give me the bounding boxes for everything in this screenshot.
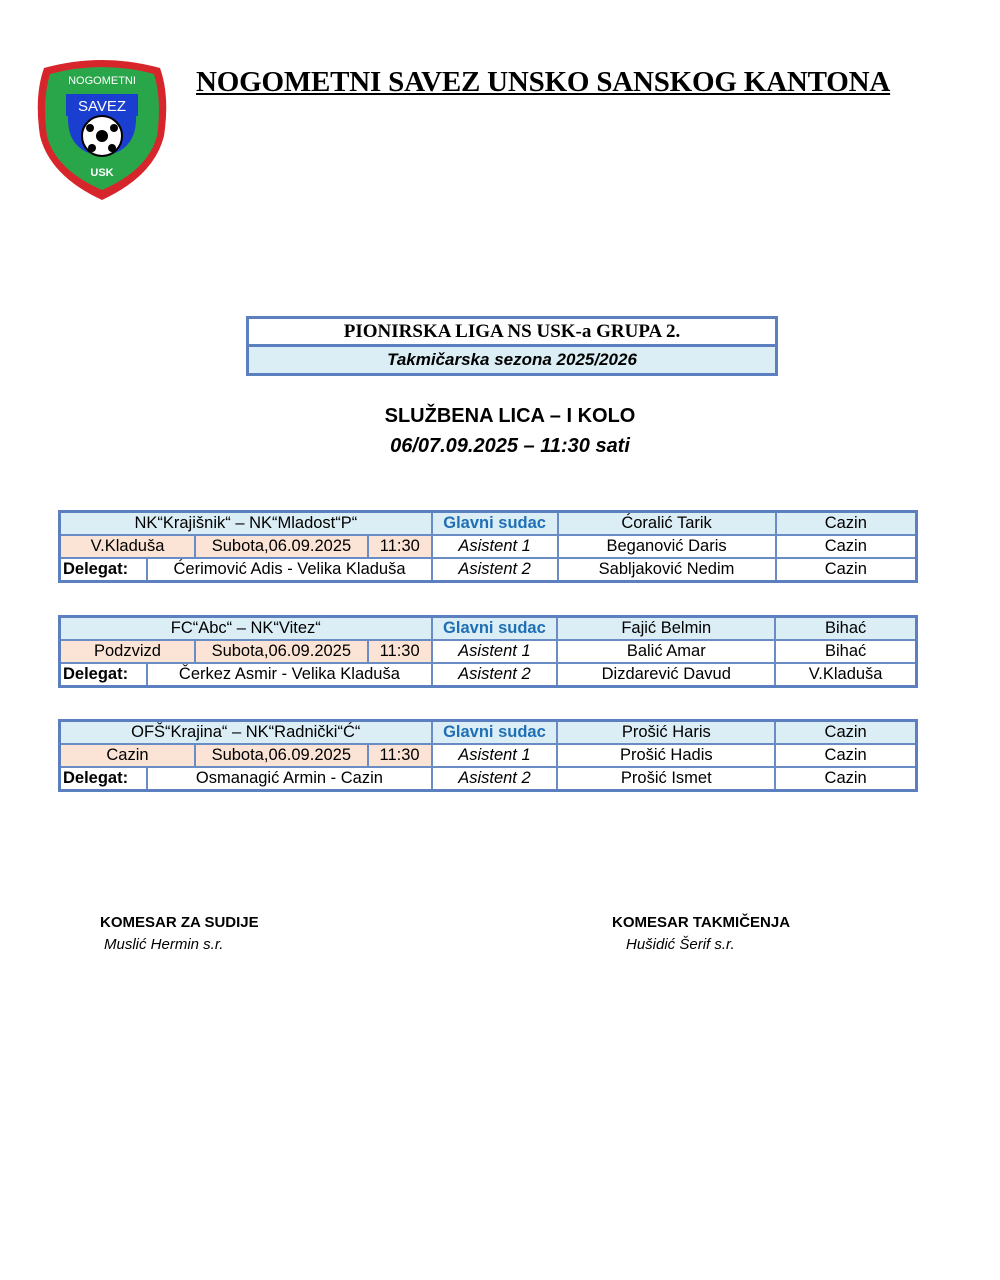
table-row	[60, 512, 917, 536]
venue-cell: Podzvizd	[60, 640, 195, 663]
ast1-cell: Asistent 1	[432, 744, 558, 767]
main-ref-cell: Glavni sudac	[432, 512, 558, 536]
main-ref-cell: Glavni sudac	[432, 721, 558, 745]
table-row	[60, 767, 917, 791]
competition-commissioner-title: KOMESAR TAKMIČENJA	[612, 914, 791, 931]
date-cell: Subota,06.09.2025	[195, 535, 368, 558]
table-row	[60, 640, 917, 663]
venue-cell: Cazin	[60, 744, 195, 767]
referee-commissioner-title: KOMESAR ZA SUDIJE	[100, 914, 259, 931]
ref-cell: Prošić Haris	[557, 721, 775, 745]
officials-heading: SLUŽBENA LICA – I KOLO	[384, 405, 636, 427]
delegate-cell: Delegat:	[60, 767, 148, 791]
svg-text:NOGOMETNI: NOGOMETNI	[68, 75, 136, 87]
a1-cell: Beganović Daris	[558, 535, 776, 558]
time-cell: 11:30	[368, 640, 432, 663]
table-row	[60, 744, 917, 767]
ref-cell: Fajić Belmin	[557, 617, 775, 641]
round-date: 06/07.09.2025 – 11:30 sati	[390, 435, 630, 457]
season: Takmičarska sezona 2025/2026	[249, 347, 775, 373]
ast2-cell: Asistent 2	[432, 767, 558, 791]
a2-city-cell: Cazin	[775, 767, 916, 791]
main-ref-cell: Glavni sudac	[432, 617, 558, 641]
svg-text:USK: USK	[90, 167, 114, 179]
ast2-cell: Asistent 2	[432, 558, 558, 582]
venue-cell: V.Kladuša	[60, 535, 196, 558]
delegate-cell: Čerkez Asmir - Velika Kladuša	[147, 663, 431, 687]
teams-cell: NK“Krajišnik“ – NK“Mladost“P“	[60, 512, 432, 536]
delegate-cell: Delegat:	[60, 663, 148, 687]
teams-cell: FC“Abc“ – NK“Vitez“	[60, 617, 432, 641]
delegate-cell: Osmanagić Armin - Cazin	[147, 767, 431, 791]
table-row	[60, 721, 917, 745]
ast2-cell: Asistent 2	[432, 663, 558, 687]
a1-cell: Balić Amar	[557, 640, 775, 663]
ref-city-cell: Cazin	[775, 721, 916, 745]
date-cell: Subota,06.09.2025	[195, 744, 368, 767]
federation-title: NOGOMETNI SAVEZ UNSKO SANSKOG KANTONA	[196, 66, 891, 98]
ast1-cell: Asistent 1	[432, 535, 558, 558]
a2-cell: Prošić Ismet	[557, 767, 775, 791]
a1-city-cell: Bihać	[775, 640, 916, 663]
ref-cell: Ćoralić Tarik	[558, 512, 776, 536]
ref-city-cell: Cazin	[776, 512, 917, 536]
a2-cell: Dizdarević Davud	[557, 663, 775, 687]
delegate-cell: Ćerimović Adis - Velika Kladuša	[147, 558, 431, 582]
table-row	[60, 535, 917, 558]
match-table	[58, 510, 918, 583]
league-box	[246, 316, 778, 376]
a1-cell: Prošić Hadis	[557, 744, 775, 767]
a1-city-cell: Cazin	[776, 535, 917, 558]
svg-text:SAVEZ: SAVEZ	[77, 98, 127, 115]
competition-commissioner-name: Hušidić Šerif s.r.	[626, 936, 735, 953]
ast1-cell: Asistent 1	[432, 640, 558, 663]
table-row	[60, 617, 917, 641]
a2-cell: Sabljaković Nedim	[558, 558, 776, 582]
match-table	[58, 719, 918, 792]
table-row	[60, 558, 917, 582]
league-name: PIONIRSKA LIGA NS USK-a GRUPA 2.	[249, 319, 775, 347]
a1-city-cell: Cazin	[775, 744, 916, 767]
date-cell: Subota,06.09.2025	[195, 640, 368, 663]
time-cell: 11:30	[368, 744, 432, 767]
a2-city-cell: V.Kladuša	[775, 663, 916, 687]
ref-city-cell: Bihać	[775, 617, 916, 641]
table-row	[60, 663, 917, 687]
nsusk-logo	[36, 56, 168, 202]
delegate-cell: Delegat:	[60, 558, 148, 582]
teams-cell: OFŠ“Krajina“ – NK“Radnički“Ć“	[60, 721, 432, 745]
referee-commissioner-name: Muslić Hermin s.r.	[104, 936, 224, 953]
match-table	[58, 615, 918, 688]
a2-city-cell: Cazin	[776, 558, 917, 582]
time-cell: 11:30	[368, 535, 432, 558]
